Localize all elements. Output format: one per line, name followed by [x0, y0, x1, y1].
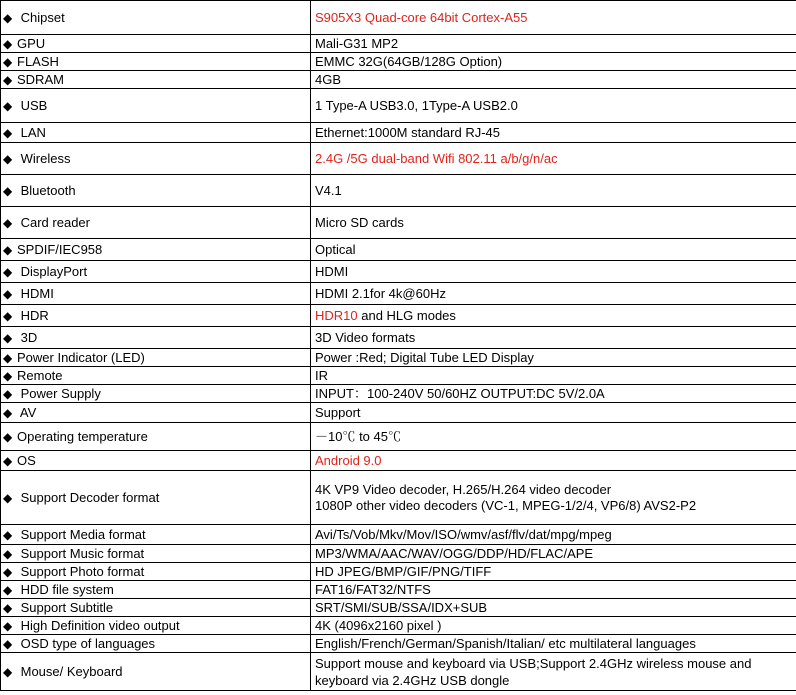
- spec-label: ◆ Wireless: [1, 143, 311, 175]
- spec-label: ◆ Remote: [1, 367, 311, 385]
- diamond-bullet-icon: ◆: [3, 125, 13, 140]
- table-row: [1, 367, 796, 385]
- spec-label: ◆ OS: [1, 451, 311, 471]
- table-row: [1, 239, 796, 261]
- table-row: [1, 53, 796, 71]
- spec-label: ◆ Support Decoder format: [1, 471, 311, 525]
- diamond-bullet-icon: ◆: [3, 215, 13, 230]
- spec-value: Support: [311, 403, 796, 423]
- table-row: [1, 175, 796, 207]
- diamond-bullet-icon: ◆: [3, 429, 13, 444]
- table-row: [1, 349, 796, 367]
- spec-label: ◆ Support Photo format: [1, 563, 311, 581]
- table-row: [1, 599, 796, 617]
- table-row: [1, 385, 796, 403]
- diamond-bullet-icon: ◆: [3, 386, 13, 401]
- spec-label: ◆ Support Subtitle: [1, 599, 311, 617]
- spec-value: FAT16/FAT32/NTFS: [311, 581, 796, 599]
- spec-value: Power :Red; Digital Tube LED Display: [311, 349, 796, 367]
- spec-label: ◆ Card reader: [1, 207, 311, 239]
- spec-label: ◆ GPU: [1, 35, 311, 53]
- table-row: [1, 635, 796, 653]
- spec-value: Avi/Ts/Vob/Mkv/Mov/ISO/wmv/asf/flv/dat/mpg/mpeg: [311, 525, 796, 545]
- spec-value: INPUT：100-240V 50/60HZ OUTPUT:DC 5V/2.0A: [311, 385, 796, 403]
- spec-label: ◆ Chipset: [1, 1, 311, 35]
- spec-label: ◆ Operating temperature: [1, 423, 311, 451]
- diamond-bullet-icon: ◆: [3, 242, 13, 257]
- table-row: [1, 471, 796, 525]
- spec-value: 1 Type-A USB3.0, 1Type-A USB2.0: [311, 89, 796, 123]
- spec-label: ◆ Support Music format: [1, 545, 311, 563]
- table-row: [1, 89, 796, 123]
- spec-label: ◆ HDR: [1, 305, 311, 327]
- spec-label: ◆ FLASH: [1, 53, 311, 71]
- table-row: [1, 423, 796, 451]
- diamond-bullet-icon: ◆: [3, 600, 13, 615]
- table-row: [1, 123, 796, 143]
- table-row: [1, 653, 796, 691]
- table-row: [1, 71, 796, 89]
- spec-value: Android 9.0: [311, 451, 796, 471]
- diamond-bullet-icon: ◆: [3, 10, 13, 25]
- diamond-bullet-icon: ◆: [3, 368, 13, 383]
- spec-value: IR: [311, 367, 796, 385]
- spec-label: ◆ DisplayPort: [1, 261, 311, 283]
- diamond-bullet-icon: ◆: [3, 98, 13, 113]
- table-row: [1, 327, 796, 349]
- diamond-bullet-icon: ◆: [3, 286, 13, 301]
- diamond-bullet-icon: ◆: [3, 527, 13, 542]
- table-row: [1, 207, 796, 239]
- table-row: [1, 617, 796, 635]
- spec-label: ◆ Power Indicator (LED): [1, 349, 311, 367]
- diamond-bullet-icon: ◆: [3, 54, 13, 69]
- spec-value: －10℃ to 45℃: [311, 423, 796, 451]
- spec-label: ◆ Power Supply: [1, 385, 311, 403]
- table-row: [1, 403, 796, 423]
- spec-value: English/French/German/Spanish/Italian/ etc multilateral languages: [311, 635, 796, 653]
- spec-value: 4GB: [311, 71, 796, 89]
- table-row: [1, 525, 796, 545]
- spec-label: ◆ SDRAM: [1, 71, 311, 89]
- spec-value: 4K VP9 Video decoder, H.265/H.264 video decoder 1080P other video decoders (VC-1, MPEG-1/2/4, VP6/8) AVS2-P2: [311, 471, 796, 525]
- spec-value: Micro SD cards: [311, 207, 796, 239]
- spec-value: V4.1: [311, 175, 796, 207]
- spec-label: ◆ OSD type of languages: [1, 635, 311, 653]
- diamond-bullet-icon: ◆: [3, 564, 13, 579]
- diamond-bullet-icon: ◆: [3, 636, 13, 651]
- spec-value: SRT/SMI/SUB/SSA/IDX+SUB: [311, 599, 796, 617]
- spec-value: HDMI: [311, 261, 796, 283]
- spec-label: ◆ HDMI: [1, 283, 311, 305]
- diamond-bullet-icon: ◆: [3, 36, 13, 51]
- spec-value: S905X3 Quad-core 64bit Cortex-A55: [311, 1, 796, 35]
- diamond-bullet-icon: ◆: [3, 664, 13, 679]
- spec-value: 4K (4096x2160 pixel ): [311, 617, 796, 635]
- diamond-bullet-icon: ◆: [3, 453, 13, 468]
- spec-value: 2.4G /5G dual-band Wifi 802.11 a/b/g/n/ac: [311, 143, 796, 175]
- diamond-bullet-icon: ◆: [3, 183, 13, 198]
- spec-value: 3D Video formats: [311, 327, 796, 349]
- diamond-bullet-icon: ◆: [3, 308, 13, 323]
- spec-label: ◆ Bluetooth: [1, 175, 311, 207]
- spec-value: HDR10 and HLG modes: [311, 305, 796, 327]
- diamond-bullet-icon: ◆: [3, 546, 13, 561]
- spec-label: ◆ AV: [1, 403, 311, 423]
- spec-value: EMMC 32G(64GB/128G Option): [311, 53, 796, 71]
- table-row: [1, 545, 796, 563]
- spec-value: HDMI 2.1for 4k@60Hz: [311, 283, 796, 305]
- spec-value: MP3/WMA/AAC/WAV/OGG/DDP/HD/FLAC/APE: [311, 545, 796, 563]
- table-row: [1, 563, 796, 581]
- diamond-bullet-icon: ◆: [3, 264, 13, 279]
- spec-value: Support mouse and keyboard via USB;Support 2.4GHz wireless mouse and keyboard via 2.4GHz USB dongle: [311, 653, 796, 691]
- table-row: [1, 283, 796, 305]
- spec-label: ◆ HDD file system: [1, 581, 311, 599]
- diamond-bullet-icon: ◆: [3, 490, 13, 505]
- diamond-bullet-icon: ◆: [3, 582, 13, 597]
- table-row: [1, 305, 796, 327]
- spec-label: ◆ SPDIF/IEC958: [1, 239, 311, 261]
- diamond-bullet-icon: ◆: [3, 350, 13, 365]
- diamond-bullet-icon: ◆: [3, 151, 13, 166]
- table-row: [1, 261, 796, 283]
- diamond-bullet-icon: ◆: [3, 618, 13, 633]
- table-row: [1, 581, 796, 599]
- table-row: [1, 143, 796, 175]
- spec-label: ◆ USB: [1, 89, 311, 123]
- spec-label: ◆ 3D: [1, 327, 311, 349]
- spec-value: Optical: [311, 239, 796, 261]
- spec-value: Ethernet:1000M standard RJ-45: [311, 123, 796, 143]
- spec-value: HD JPEG/BMP/GIF/PNG/TIFF: [311, 563, 796, 581]
- table-row: [1, 451, 796, 471]
- spec-label: ◆ Support Media format: [1, 525, 311, 545]
- diamond-bullet-icon: ◆: [3, 405, 13, 420]
- table-row: [1, 35, 796, 53]
- diamond-bullet-icon: ◆: [3, 330, 13, 345]
- spec-label: ◆ High Definition video output: [1, 617, 311, 635]
- diamond-bullet-icon: ◆: [3, 72, 13, 87]
- spec-label: ◆ LAN: [1, 123, 311, 143]
- spec-value: Mali-G31 MP2: [311, 35, 796, 53]
- spec-label: ◆ Mouse/ Keyboard: [1, 653, 311, 691]
- table-row: [1, 1, 796, 35]
